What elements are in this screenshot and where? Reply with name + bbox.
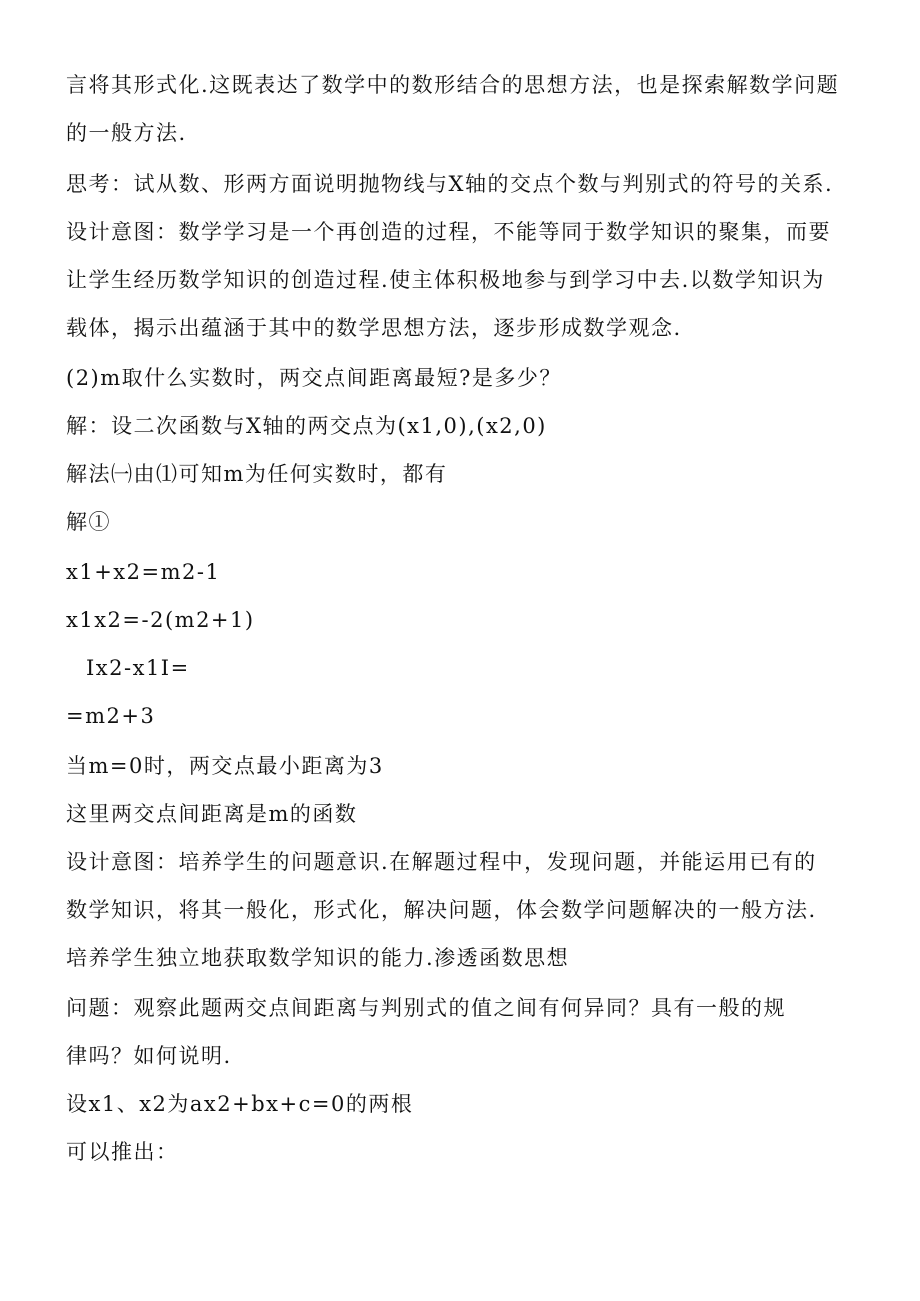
- equation-result: =m2+3: [66, 704, 156, 728]
- design-intent-line-3: 载体，揭示出蕴涵于其中的数学思想方法，逐步形成数学观念.: [66, 316, 682, 340]
- design-intent-line-1: 设计意图：数学学习是一个再创造的过程，不能等同于数学知识的聚集，而要: [66, 220, 831, 244]
- design-intent-line-2: 让学生经历数学知识的创造过程.使主体积极地参与到学习中去.以数学知识为: [66, 268, 825, 292]
- design-intent-2-line-2: 数学知识，将其一般化，形式化，解决问题，体会数学问题解决的一般方法.: [66, 898, 817, 922]
- roots-line: 设x1、x2为ax2+bx+c=0的两根: [66, 1092, 414, 1116]
- equation-distance: Ix2-x1I=: [86, 656, 190, 680]
- method-one-line: 解法㈠由⑴可知m为任何实数时，都有: [66, 462, 448, 486]
- problem-line-1: 问题：观察此题两交点间距离与判别式的值之间有何异同？具有一般的规: [66, 996, 786, 1020]
- equation-sum: x1+x2=m2-1: [66, 560, 221, 584]
- minimum-distance-line: 当m=0时，两交点最小距离为3: [66, 754, 384, 778]
- derive-line: 可以推出：: [66, 1140, 179, 1164]
- paragraph-line-2: 的一般方法.: [66, 121, 187, 145]
- solution-mark-line: 解①: [66, 510, 111, 534]
- equation-product: x1x2=-2(m2+1): [66, 608, 255, 632]
- function-note-line: 这里两交点间距离是m的函数: [66, 802, 358, 826]
- design-intent-2-line-3: 培养学生独立地获取数学知识的能力.渗透函数思想: [66, 946, 570, 970]
- design-intent-2-line-1: 设计意图：培养学生的问题意识.在解题过程中，发现问题，并能运用已有的: [66, 850, 817, 874]
- thinking-line: 思考：试从数、形两方面说明抛物线与X轴的交点个数与判别式的符号的关系.: [66, 172, 834, 196]
- paragraph-line-1: 言将其形式化.这既表达了数学中的数形结合的思想方法，也是探索解数学问题: [66, 73, 840, 97]
- question-2-line: (2)m取什么实数时，两交点间距离最短?是多少？: [66, 366, 562, 390]
- solution-intro-line: 解：设二次函数与X轴的两交点为(x1,0),(x2,0): [66, 414, 547, 438]
- problem-line-2: 律吗？如何说明.: [66, 1044, 232, 1068]
